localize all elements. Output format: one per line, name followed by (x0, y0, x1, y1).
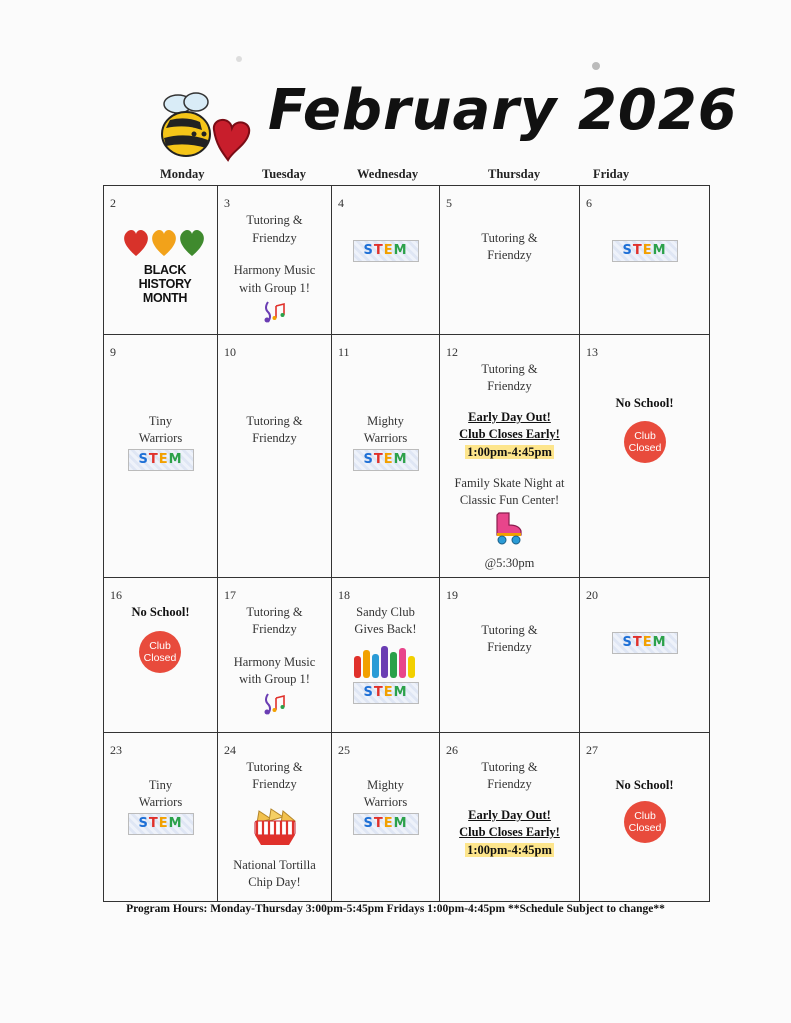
stem-banner-icon: STEM (128, 449, 194, 471)
event-text: Tutoring & (481, 231, 538, 245)
event-text: Tutoring & (246, 213, 303, 227)
day-cell (332, 186, 440, 335)
day-cell (580, 733, 710, 902)
stem-banner-icon: STEM (353, 240, 419, 262)
raised-hands-icon (352, 644, 422, 678)
calendar-grid (103, 185, 710, 902)
early-day-out-label: Early Day Out! (468, 410, 551, 424)
event-text: Tutoring & (246, 605, 303, 619)
stem-banner-icon: STEM (612, 240, 678, 262)
club-closed-badge: Club Closed (139, 631, 181, 673)
program-hours-footer: Program Hours: Monday-Thursday 3:00pm-5:45pm Fridays 1:00pm-4:45pm **Schedule Subject to change** (126, 903, 665, 915)
stem-row (580, 632, 709, 654)
event-text: Sandy Club (356, 605, 415, 619)
event-text: Tutoring & (481, 362, 538, 376)
event-text: National Tortilla (233, 858, 316, 872)
day-cell (332, 578, 440, 733)
stem-row (332, 813, 439, 835)
day-number: 2 (110, 196, 116, 210)
calendar-week (104, 733, 710, 902)
day-number: 13 (586, 345, 598, 359)
event-text: Family Skate Night at (454, 476, 565, 490)
weekday-wednesday: Wednesday (357, 167, 419, 181)
event-text: Tutoring & (246, 414, 303, 428)
day-number: 24 (224, 743, 236, 757)
day-number: 3 (224, 196, 230, 210)
stem-banner-icon: STEM (353, 813, 419, 835)
event-text: Classic Fun Center! (459, 493, 560, 507)
stem-banner-icon: STEM (353, 449, 419, 471)
tortilla-chips-icon (251, 807, 299, 847)
day-number: 25 (338, 743, 350, 757)
event-text: with Group 1! (239, 281, 310, 295)
event-text: Friendzy (252, 777, 297, 791)
event-text: Friendzy (487, 777, 532, 791)
stem-row (580, 240, 709, 262)
day-cell (104, 335, 218, 578)
day-cell (440, 335, 580, 578)
early-day-out-label: Early Day Out! (468, 808, 551, 822)
event-text: Harmony Music (233, 655, 316, 669)
speck (592, 62, 600, 70)
event-text: Warriors (363, 431, 408, 445)
club-closed-badge: Club Closed (624, 421, 666, 463)
early-hours-highlight: 1:00pm-4:45pm (467, 843, 552, 857)
day-number: 5 (446, 196, 452, 210)
day-cell (104, 186, 218, 335)
calendar-week (104, 335, 710, 578)
event-text: Friendzy (252, 231, 297, 245)
day-number: 17 (224, 588, 236, 602)
roller-skate-icon (493, 511, 525, 545)
early-hours-row (440, 842, 579, 859)
event-text: Mighty (367, 414, 404, 428)
day-number: 20 (586, 588, 598, 602)
event-text: @5:30pm (484, 556, 535, 570)
day-number: 18 (338, 588, 350, 602)
stem-banner-icon: STEM (353, 682, 419, 704)
weekday-thursday: Thursday (488, 167, 541, 181)
event-text: Tiny (148, 778, 173, 792)
stem-row (332, 240, 439, 262)
no-school-label: No School! (131, 605, 190, 619)
stem-row (332, 449, 439, 471)
day-number: 4 (338, 196, 344, 210)
event-text: Friendzy (487, 640, 532, 654)
weekday-monday: Monday (160, 167, 205, 181)
day-cell (104, 733, 218, 902)
early-hours-row (440, 444, 579, 461)
day-cell (440, 578, 580, 733)
event-text: Tutoring & (246, 760, 303, 774)
event-text: Tutoring & (481, 760, 538, 774)
hearts-icon (122, 228, 206, 258)
event-text: Warriors (138, 795, 183, 809)
event-text: Warriors (363, 795, 408, 809)
event-text: Chip Day! (248, 875, 301, 889)
event-text: Gives Back! (354, 622, 417, 636)
stem-row (332, 682, 439, 704)
day-number: 11 (338, 345, 350, 359)
no-school-label: No School! (615, 396, 674, 410)
day-number: 6 (586, 196, 592, 210)
day-number: 19 (446, 588, 458, 602)
day-number: 26 (446, 743, 458, 757)
event-text: Friendzy (487, 379, 532, 393)
day-cell (440, 733, 580, 902)
day-number: 10 (224, 345, 236, 359)
day-cell (580, 578, 710, 733)
day-cell (332, 733, 440, 902)
day-cell (218, 578, 332, 733)
day-cell (580, 335, 710, 578)
event-text: Friendzy (487, 248, 532, 262)
day-cell (218, 335, 332, 578)
day-cell (218, 186, 332, 335)
day-cell (332, 335, 440, 578)
music-notes-icon (262, 692, 288, 716)
event-text: Tutoring & (481, 623, 538, 637)
day-number: 16 (110, 588, 122, 602)
event-text: Friendzy (252, 431, 297, 445)
club-closed-badge: Club Closed (624, 801, 666, 843)
event-text: Friendzy (252, 622, 297, 636)
event-text: Mighty (367, 778, 404, 792)
black-history-month-badge: BLACK HISTORY MONTH (138, 263, 192, 305)
weekday-friday: Friday (593, 167, 630, 181)
event-text: with Group 1! (239, 672, 310, 686)
stem-row (104, 813, 217, 835)
day-cell (104, 578, 218, 733)
bee-heart-icon (156, 90, 256, 170)
speck (236, 56, 242, 62)
early-hours-highlight: 1:00pm-4:45pm (467, 445, 552, 459)
stem-banner-icon: STEM (612, 632, 678, 654)
club-closes-early-label: Club Closes Early! (459, 427, 560, 441)
event-text: Tiny (148, 414, 173, 428)
event-text: Warriors (138, 431, 183, 445)
stem-row (104, 449, 217, 471)
music-notes-icon (262, 300, 288, 324)
calendar-week (104, 578, 710, 733)
calendar-title: February 2026 (268, 78, 738, 143)
day-cell (580, 186, 710, 335)
event-text: Harmony Music (233, 263, 316, 277)
stem-banner-icon: STEM (128, 813, 194, 835)
day-number: 23 (110, 743, 122, 757)
weekday-header (0, 167, 791, 187)
weekday-tuesday: Tuesday (262, 167, 307, 181)
calendar-week (104, 186, 710, 335)
day-cell (218, 733, 332, 902)
day-number: 9 (110, 345, 116, 359)
day-number: 12 (446, 345, 458, 359)
club-closes-early-label: Club Closes Early! (459, 825, 560, 839)
day-cell (440, 186, 580, 335)
no-school-label: No School! (615, 778, 674, 792)
day-number: 27 (586, 743, 598, 757)
